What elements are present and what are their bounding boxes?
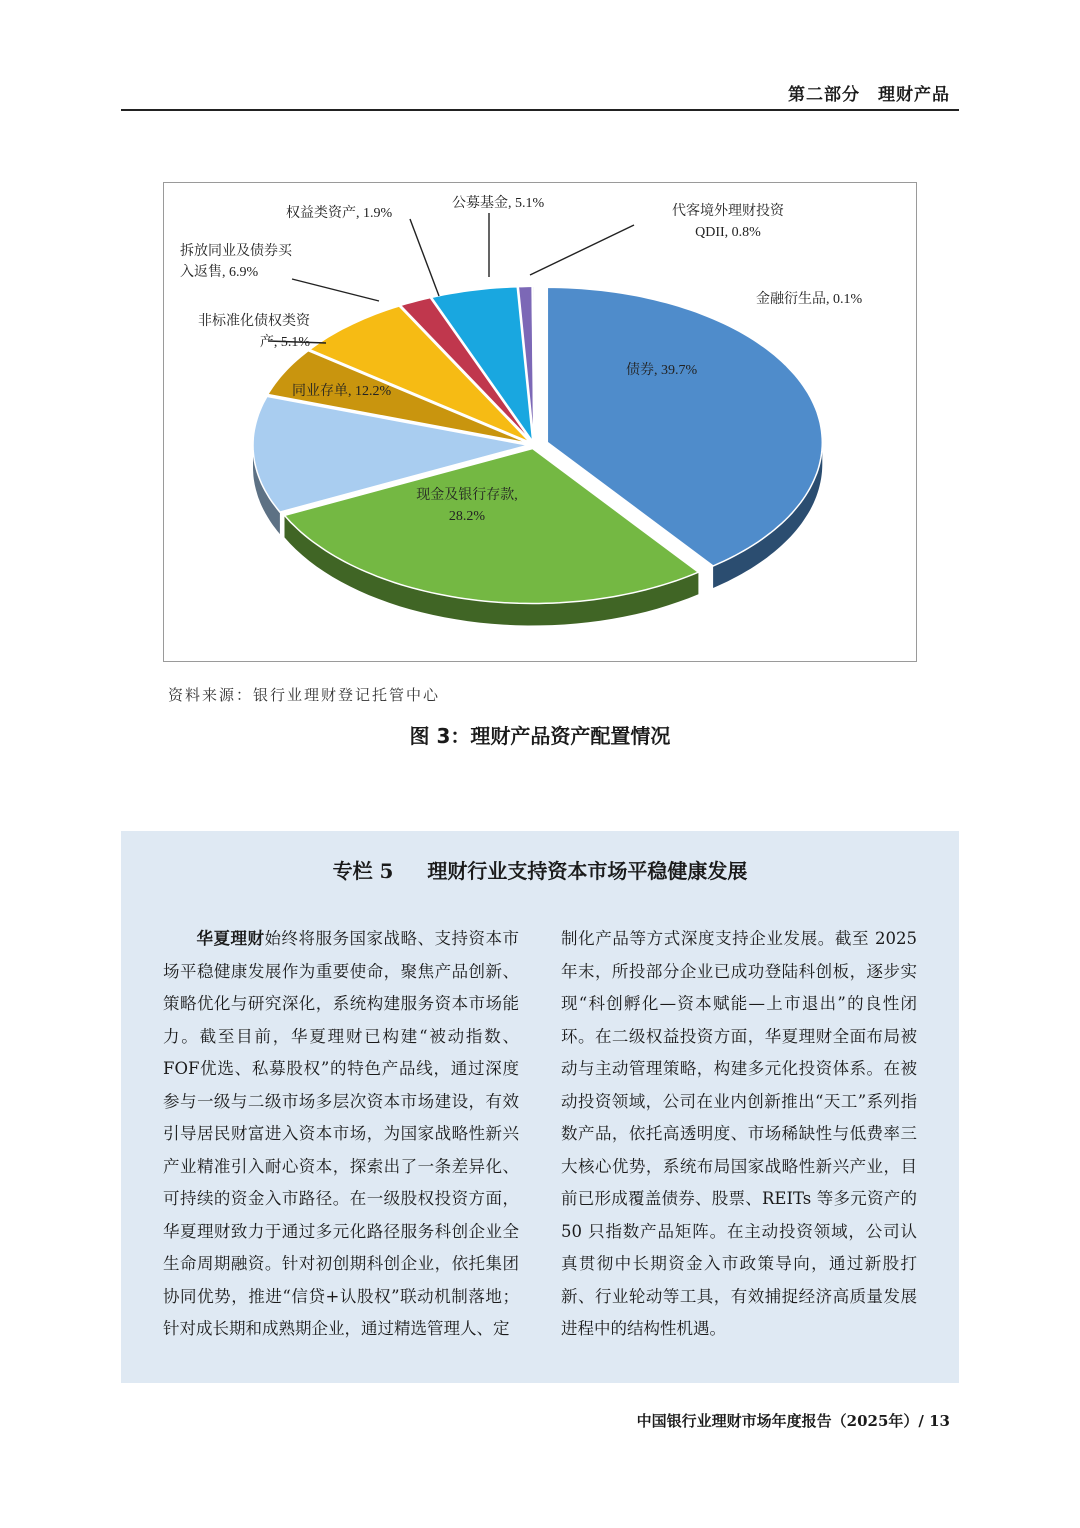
leader-line xyxy=(530,225,634,275)
figure-caption: 图 3：理财产品资产配置情况 xyxy=(409,724,671,748)
label-nonstandard-line1: 非标准化债权类资 xyxy=(198,314,310,329)
pie-chart xyxy=(163,182,917,662)
column-left-text xyxy=(163,923,519,1346)
column-left-body: 始终将服务国家战略、支持资本市场平稳健康发展作为重要使命，聚焦产品创新、策略优化与研究深化，系统构建服务资本市场能力。截至目前，华夏理财已构建“被动指数、FOF优选、私募股权”的特色产品线，通过深度参与一级与二级市场多层次资本市场建设，有效引导居民财富进入资本市场，为国家战略性新兴产业精准引入耐心资本，探索出了一条差异化、可持续的资金入市路径。在一级股权投资方面，华夏理财致力于通过多元化路径服务科创企业全生命周期融资。针对初创期科创企业，依托集团协同优势，推进“信贷+认股权”联动机制落地；针对成长期和成熟期企业，通过精选管理人、定 xyxy=(163,929,519,1338)
column-lead: 华夏理财 xyxy=(196,929,265,948)
column-title xyxy=(121,855,959,884)
label-nonstandard-line2: 产, 5.1% xyxy=(259,335,310,350)
label-interbank-lending-line2: 入返售, 6.9% xyxy=(180,265,259,280)
label-interbank-lending xyxy=(180,241,292,283)
column-number: 专栏 5 xyxy=(332,859,394,883)
page-footer: 中国银行业理财市场年度报告（2025年）/ 13 xyxy=(636,1412,950,1430)
label-derivatives: 金融衍生品, 0.1% xyxy=(756,292,863,307)
chart-source: 资料来源：银行业理财登记托管中心 xyxy=(168,686,441,704)
label-nonstandard xyxy=(178,311,310,353)
label-bonds: 债券, 39.7% xyxy=(626,363,698,378)
label-interbank-lending-line1: 拆放同业及债券买 xyxy=(180,244,292,259)
leader-line xyxy=(292,279,379,301)
label-ncd: 同业存单, 12.2% xyxy=(292,384,392,399)
column-heading: 理财行业支持资本市场平稳健康发展 xyxy=(427,859,748,883)
label-cash-line2: 28.2% xyxy=(448,509,486,524)
section-header: 第二部分 理财产品 xyxy=(788,85,950,105)
feature-column xyxy=(121,831,959,1383)
label-equity: 权益类资产, 1.9% xyxy=(286,206,393,221)
label-cash xyxy=(404,485,530,527)
leader-line xyxy=(410,219,439,296)
label-qdii xyxy=(672,201,784,243)
label-cash-line1: 现金及银行存款, xyxy=(416,488,518,503)
column-right-body: 制化产品等方式深度支持企业发展。截至 2025 年末，所投部分企业已成功登陆科创板，逐步实现“科创孵化—资本赋能—上市退出”的良性闭环。在二级权益投资方面，华夏理财全面布局被动与主动管理策略，构建多元化投资体系。在被动投资领域，公司在业内创新推出“天工”系列指数产品，依托高透明度、市场稀缺性与低费率三大核心优势，系统布局国家战略性新兴产业，目前已形成覆盖债券、股票、REITs 等多元资产的 50 只指数产品矩阵。在主动投资领域，公司认真贯彻中长期资金入市政策导向，通过新股打新、行业轮动等工具，有效捕捉经济高质量发展进程中的结构性机遇。 xyxy=(561,929,917,1338)
column-right-text xyxy=(561,923,917,1346)
label-qdii-line1: 代客境外理财投资 xyxy=(672,204,784,219)
header-rule xyxy=(121,109,959,111)
label-public-fund: 公募基金, 5.1% xyxy=(452,196,545,211)
label-qdii-line2: QDII, 0.8% xyxy=(695,225,761,240)
